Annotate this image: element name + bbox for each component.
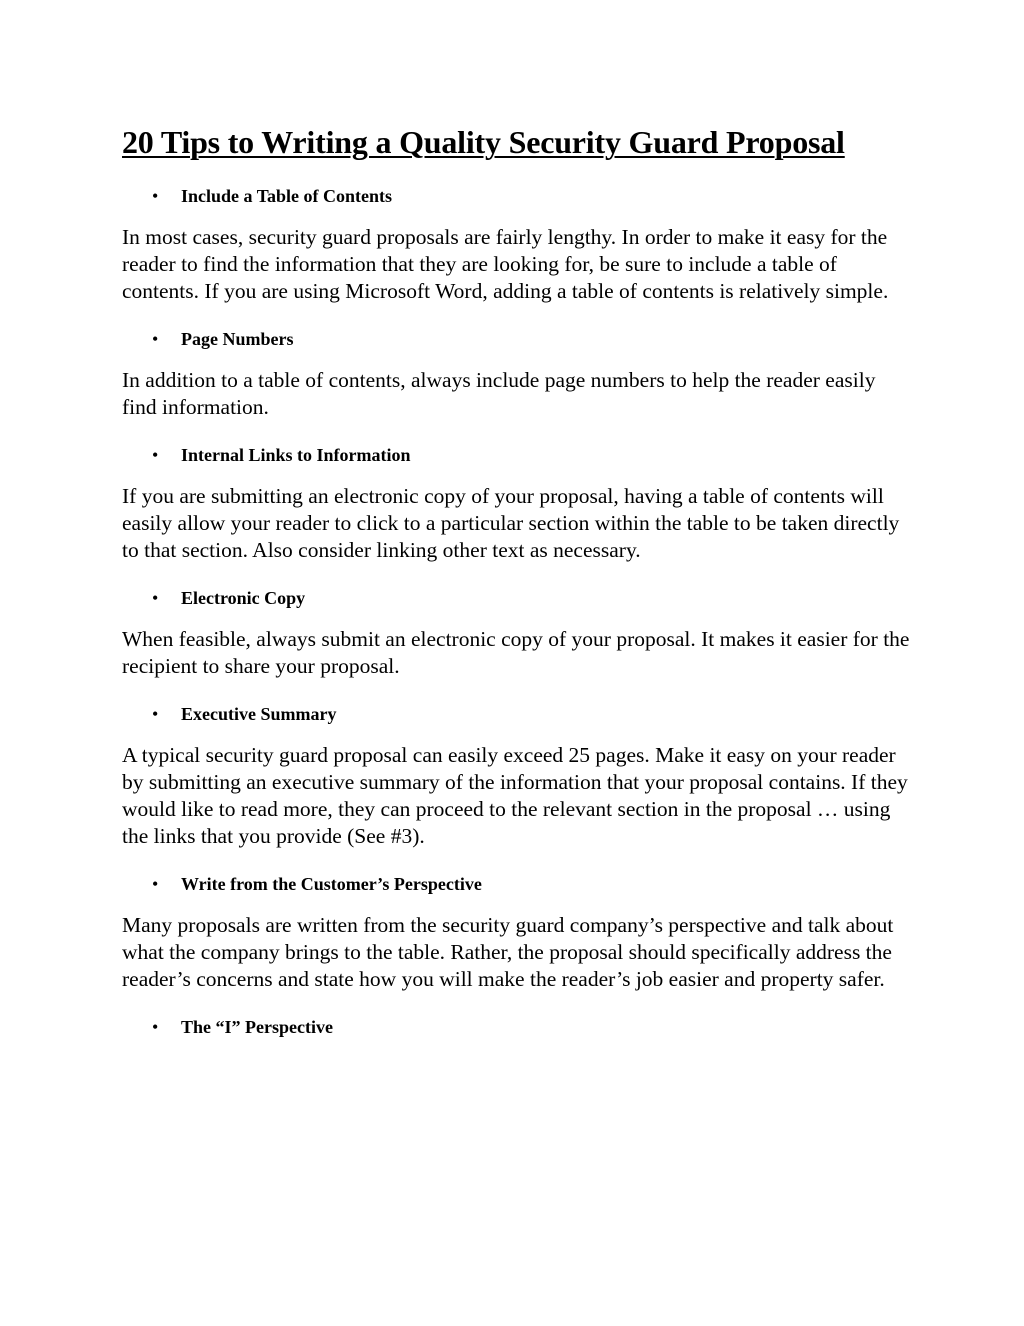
paragraph-table-of-contents: In most cases, security guard proposals are fairly lengthy. In order to make it easy for the reader to find the information that they are looking for, be sure to include a table of contents. If you are using Microsoft Word, adding a table of contents is relatively simple. (122, 225, 889, 303)
bullet-icon: • (152, 445, 159, 465)
bullet-icon: • (152, 186, 159, 206)
bullet-heading-text: Page Numbers (181, 329, 294, 349)
bullet-heading-text: Electronic Copy (181, 588, 306, 608)
bullet-heading-page-numbers (122, 327, 912, 351)
bullet-heading-customer-perspective (122, 872, 912, 896)
bullet-heading-text: Include a Table of Contents (181, 186, 393, 206)
paragraph-executive-summary: A typical security guard proposal can easily exceed 25 pages. Make it easy on your reader by submitting an executive summary of the information that your proposal contains. If they would like to read more, they can proceed to the relevant section in the proposal … using the links that you provide (See #3). (122, 743, 908, 848)
bullet-heading-text: Executive Summary (181, 704, 337, 724)
bullet-icon: • (152, 329, 159, 349)
paragraph-electronic-copy: When feasible, always submit an electronic copy of your proposal. It makes it easier for the recipient to share your proposal. (122, 627, 910, 678)
bullet-icon: • (152, 704, 159, 724)
bullet-heading-text: Write from the Customer’s Perspective (181, 874, 482, 894)
bullet-heading-table-of-contents (122, 184, 912, 208)
bullet-heading-text: The “I” Perspective (181, 1017, 333, 1037)
bullet-icon: • (152, 588, 159, 608)
bullet-icon: • (152, 1017, 159, 1037)
bullet-icon: • (152, 874, 159, 894)
paragraph-customer-perspective: Many proposals are written from the security guard company’s perspective and talk about what the company brings to the table. Rather, the proposal should specifically address the reader’s concerns and state how you will make the reader’s job easier and property safer. (122, 913, 894, 991)
paragraph-internal-links: If you are submitting an electronic copy of your proposal, having a table of contents will easily allow your reader to click to a particular section within the table to be taken directly to that section. Also consider linking other text as necessary. (122, 484, 900, 562)
bullet-heading-i-perspective (122, 1015, 912, 1039)
paragraph-page-numbers: In addition to a table of contents, always include page numbers to help the reader easily find information. (122, 368, 876, 419)
bullet-heading-internal-links (122, 443, 912, 467)
bullet-heading-text: Internal Links to Information (181, 445, 411, 465)
document-page (122, 118, 912, 1055)
bullet-heading-executive-summary (122, 702, 912, 726)
bullet-heading-electronic-copy (122, 586, 912, 610)
document-title: 20 Tips to Writing a Quality Security Guard Proposal (122, 124, 845, 160)
